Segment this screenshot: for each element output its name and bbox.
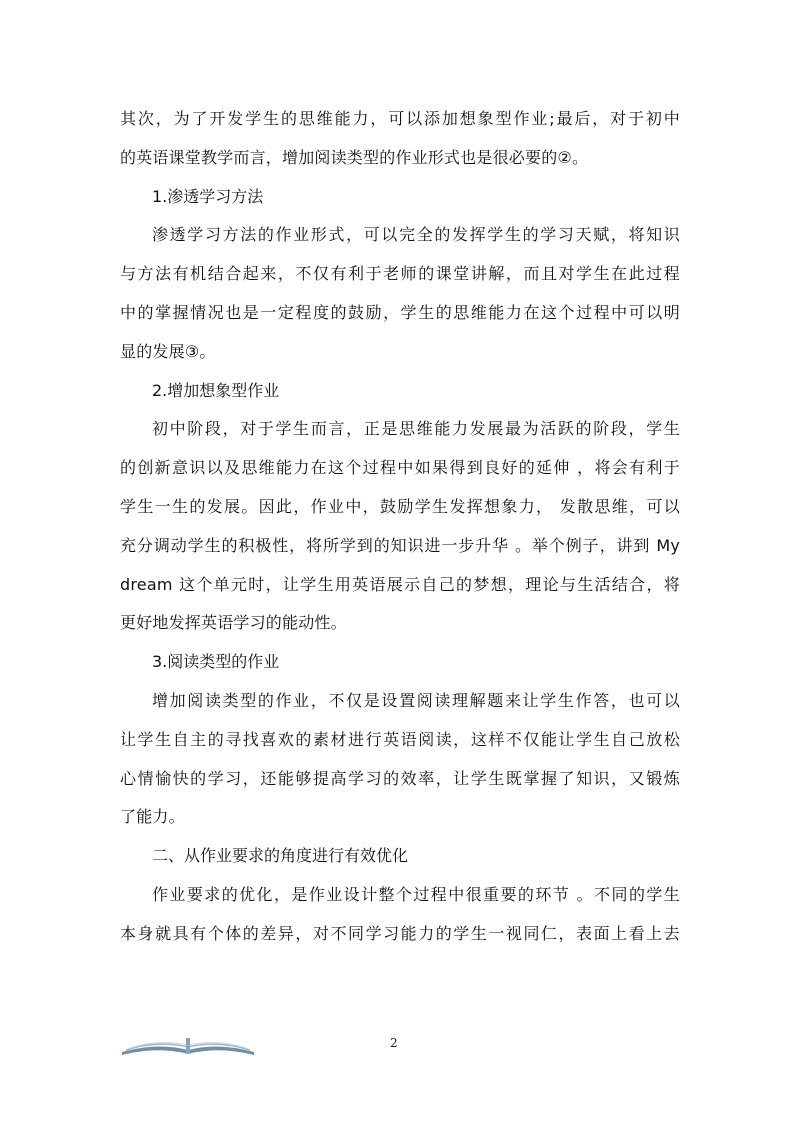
- section-heading-4: 二、从作业要求的角度进行有效优化: [152, 846, 409, 866]
- section-4-paragraph: [120, 876, 680, 954]
- section-heading-1: 1.渗透学习方法: [152, 186, 264, 206]
- text-line: 初中阶段，对于学生而言，正是思维能力发展最为活跃的阶段，学生: [152, 419, 680, 439]
- text-line: 学生一生的发展。因此，作业中，鼓励学生发挥想象力， 发散思维，可以: [120, 496, 680, 516]
- document-body: [120, 100, 680, 954]
- section-heading-3: 3.阅读类型的作业: [152, 652, 280, 672]
- intro-paragraph: [120, 100, 680, 178]
- page-footer: [0, 1030, 794, 1070]
- section-1-paragraph: [120, 216, 680, 371]
- text-line: 与方法有机结合起来，不仅有利于老师的课堂讲解，而且对学生在此过程: [120, 264, 680, 284]
- text-line: 了能力。: [120, 807, 185, 827]
- text-line: 渗透学习方法的作业形式，可以完全的发挥学生的学习天赋，将知识: [152, 225, 680, 245]
- text-line: 作业要求的优化，是作业设计整个过程中很重要的环节 。不同的学生: [152, 884, 680, 904]
- text-line: 本身就具有个体的差异，对不同学习能力的学生一视同仁，表面上看上去: [120, 923, 680, 943]
- text-line: 让学生自主的寻找喜欢的素材进行英语阅读，这样不仅能让学生自己放松: [120, 729, 680, 749]
- text-line: 中的掌握情况也是一定程度的鼓励，学生的思维能力在这个过程中可以明: [120, 302, 680, 322]
- page-number: 2: [390, 1036, 398, 1050]
- text-line: 的英语课堂教学而言，增加阅读类型的作业形式也是很必要的②。: [120, 147, 589, 167]
- text-line: 其次，为了开发学生的思维能力，可以添加想象型作业;最后，对于初中: [120, 109, 680, 128]
- section-2-paragraph: [120, 410, 680, 643]
- text-line: 充分调动学生的积极性，将所学到的知识进一步升华 。举个例子，讲到 My: [120, 535, 680, 555]
- section-3-paragraph: [120, 682, 680, 837]
- text-line: 增加阅读类型的作业，不仅是设置阅读理解题来让学生作答，也可以: [152, 690, 680, 710]
- text-line: 的创新意识以及思维能力在这个过程中如果得到良好的延伸 ，将会有利于: [120, 458, 680, 478]
- text-line: 心情愉快的学习，还能够提高学习的效率，让学生既掌握了知识，又锻炼: [120, 768, 680, 788]
- text-line: 更好地发挥英语学习的能动性。: [120, 613, 347, 633]
- text-line: 显的发展③。: [120, 341, 216, 361]
- text-line: dream 这个单元时，让学生用英语展示自己的梦想，理论与生活结合，将: [120, 574, 680, 594]
- open-book-icon: [118, 1034, 258, 1058]
- section-heading-2: 2.增加想象型作业: [152, 380, 280, 400]
